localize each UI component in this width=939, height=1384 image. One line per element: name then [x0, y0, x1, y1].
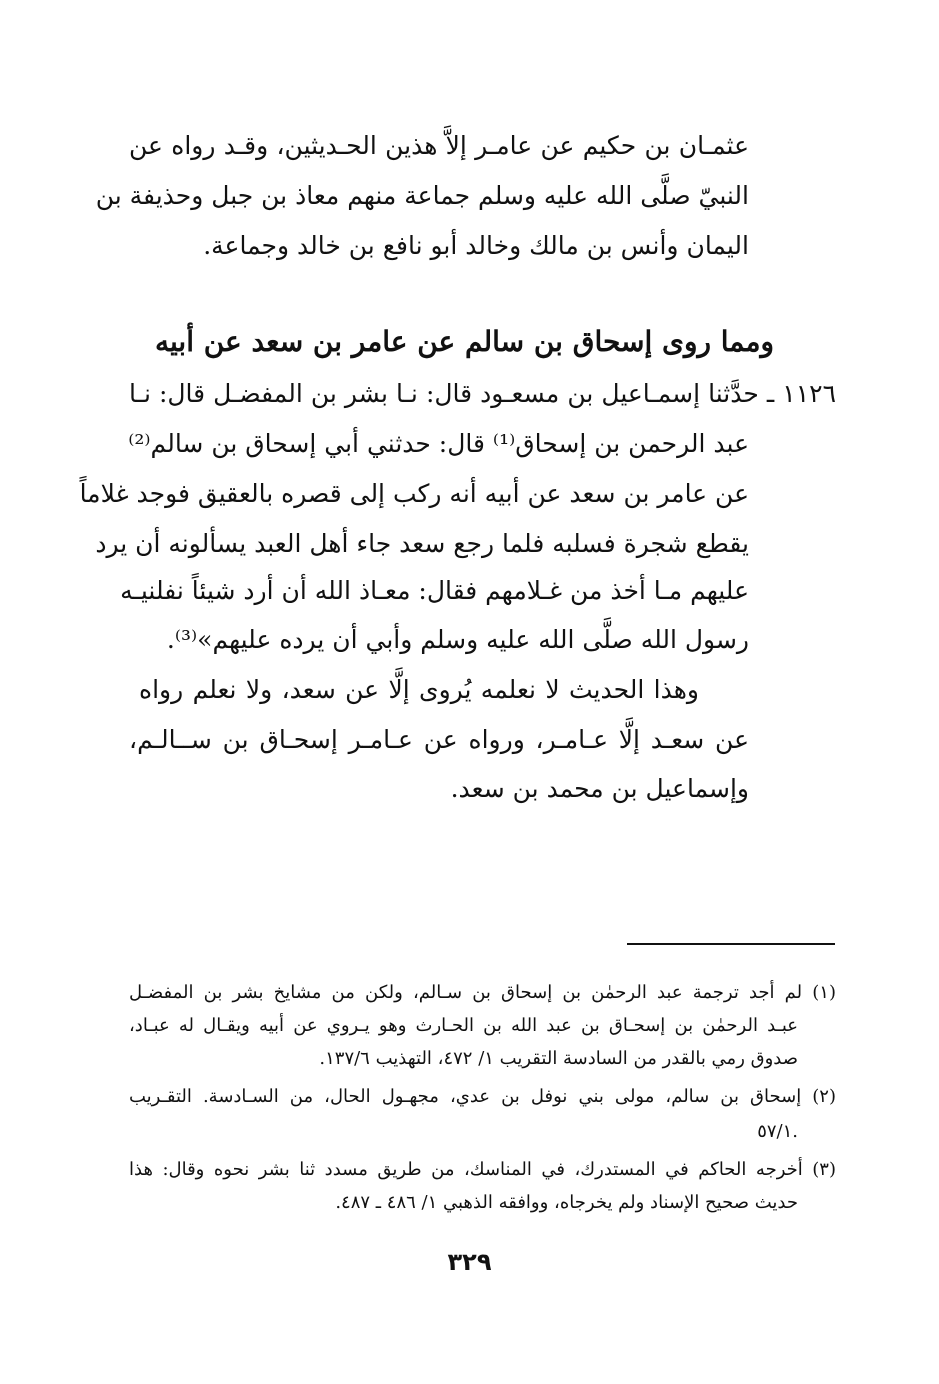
commentary-line: وإسماعيل بن محمد بن سعد.	[450, 774, 749, 803]
footnote-line: (٢) إسحاق بن سالم، مولى بني نوفل بن عدي، مجهـول الحال، من السـادسة. التقـريب	[129, 1086, 836, 1107]
hadith-line: عليهم مـا أخذ من غـلامهم فقال: معـاذ الله أن أرد شيئاً نفلنيـه	[120, 576, 749, 605]
footnote-line: صدوق رمي بالقدر من السادسة التقريب ١/ ٤٧٢، التهذيب ١٣٧/٦.	[319, 1048, 798, 1069]
page-number: ٣٢٩	[447, 1248, 492, 1276]
footnote-line: حديث صحيح الإسناد ولم يخرجاه، ووافقه الذهبي ١/ ٤٨٦ ـ ٤٨٧.	[335, 1192, 798, 1213]
hadith-line: ١١٢٦ ـ حدَّثنا إسمـاعيل بن مسعـود قال: نـا بشر بن المفضـل قال: نـا	[129, 379, 836, 408]
hadith-line: عن عامر بن سعد عن أبيه أنه ركب إلى قصره بالعقيق فوجد غلاماً	[79, 479, 749, 508]
footnote-line: (٣) أخرجه الحاكم في المستدرك، في المناسك، من طريق مسدد ثنا بشر نحوه وقال: هذا	[129, 1159, 836, 1180]
commentary-line: عن سعـد إلَّا عـامـر، ورواه عن عـامـر إسحـاق بن ســالـم،	[129, 725, 749, 754]
footnote-separator	[627, 943, 835, 945]
hadith-line: عبد الرحمن بن إسحاق⁽¹⁾ قال: حدثني أبي إسحاق بن سالم⁽²⁾	[128, 429, 749, 458]
commentary-line: وهذا الحديث لا نعلمه يُروى إلَّا عن سعد، ولا نعلم رواه	[139, 675, 699, 704]
paragraph-line: النبيّ صلَّى الله عليه وسلم جماعة منهم معاذ بن جبل وحذيفة بن	[95, 181, 749, 210]
footnote-line: (١) لم أجد ترجمة عبد الرحمٰن بن إسحاق بن سـالم، ولكن من مشايخ بشر بن المفضـل	[129, 982, 836, 1003]
footnote-line: عبـد الرحمٰن بن إسحـاق بن عبد الله بن الحـارث وهو يـروي عن أبيه ويقـال له عبـاد،	[129, 1015, 798, 1036]
paragraph-line: اليمان وأنس بن مالك وخالد أبو نافع بن خالد وجماعة.	[203, 231, 749, 260]
hadith-line: رسول الله صلَّى الله عليه وسلم وأبي أن يرده عليهم»⁽³⁾.	[166, 625, 749, 654]
paragraph-line: عثمـان بن حكيم عن عامـر إلاَّ هذين الحـديثين، وقـد رواه عن	[129, 131, 749, 160]
hadith-line: يقطع شجرة فسلبه فلما رجع سعد جاء أهل العبد يسألونه أن يرد	[95, 529, 749, 558]
section-heading: ومما روى إسحاق بن سالم عن عامر بن سعد عن أبيه	[154, 325, 774, 358]
footnote-line: ٥٧/١.	[757, 1121, 798, 1142]
